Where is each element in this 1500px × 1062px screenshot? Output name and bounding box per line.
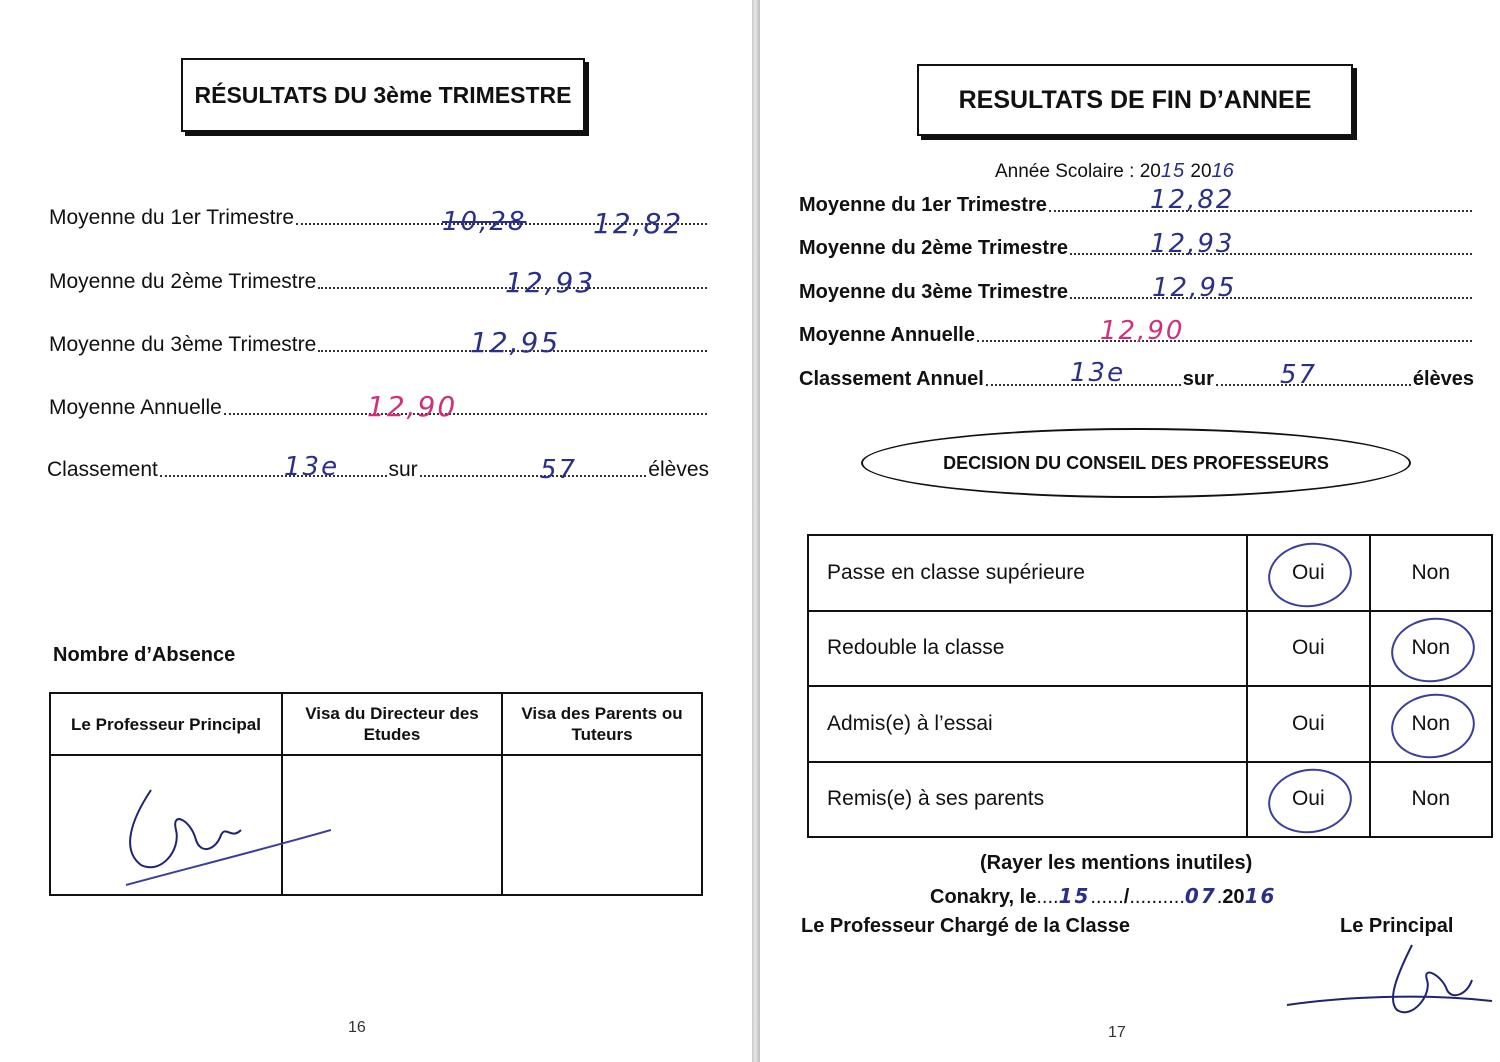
annee-label: Année Scolaire : 20 [995,161,1161,182]
sur-label: sur [388,458,418,481]
date-sep: / [1123,886,1130,908]
decision-label: Redouble la classe [808,611,1247,687]
row-label: Moyenne du 2ème Trimestre [799,237,1068,259]
header-prof-principal: Le Professeur Principal [50,693,282,755]
header-visa-parents: Visa des Parents ou Tuteurs [502,693,702,755]
conakry-label: Conakry, le [930,886,1037,908]
decision-row [808,535,1492,611]
handwritten-value: 12,82 [1150,185,1235,215]
principal-label: Le Principal [1340,915,1454,937]
row-moy-2 [49,270,709,294]
circle-mark [1387,613,1479,688]
row-label: Classement [47,458,158,481]
non-text: Non [1411,560,1451,584]
handwritten-total: 57 [1280,360,1318,390]
visa-parents-cell [502,755,702,895]
annee-y1: 15 [1160,160,1186,182]
handwritten-rank: 13e [284,452,340,482]
circle-mark [1264,764,1356,839]
decision-non [1370,686,1492,762]
decision-non [1370,535,1492,611]
signature-cell [50,755,282,895]
handwritten-value: 12,93 [1150,229,1235,259]
non-text: Non [1411,787,1451,811]
non-text: Non [1411,711,1451,735]
eleves-label: élèves [648,458,709,481]
date-year: 16 [1244,884,1277,908]
absence-title: Nombre d’Absence [53,644,236,666]
row-label: Moyenne du 2ème Trimestre [49,270,317,293]
row-r-moy-1 [799,194,1474,217]
prof-charge-label: Le Professeur Chargé de la Classe [801,915,1131,937]
row-moy-3 [49,333,709,357]
handwritten-value: 12,82 [593,207,684,240]
page-right [760,0,1500,1062]
handwritten-value: 12,95 [1152,273,1237,303]
handwritten-value: 12,90 [367,390,458,423]
row-label: Moyenne Annuelle [799,324,975,346]
sur-label: sur [1182,368,1214,390]
row-label: Moyenne du 1er Trimestre [799,194,1047,216]
circle-mark [1387,688,1479,763]
eleves-label: élèves [1412,368,1475,390]
date-day: 15 [1058,884,1091,908]
row-label: Moyenne Annuelle [49,396,222,419]
row-classement [47,458,709,482]
decision-label: Passe en classe supérieure [808,535,1247,611]
principal-signature [1282,935,1497,1025]
decision-label: Remis(e) à ses parents [808,762,1247,838]
page-number: 16 [348,1019,366,1036]
handwritten-value: 12,93 [505,266,596,299]
annee-y2: 16 [1211,160,1234,182]
handwritten-rank: 13e [1070,358,1126,388]
decision-oui [1247,535,1369,611]
title-right: RESULTATS DE FIN D’ANNEE [917,64,1353,136]
row-r-moy-2 [799,237,1474,260]
annee-mid: 20 [1190,161,1212,182]
struck-value: 10,28 [442,207,527,237]
row-r-moy-3 [799,281,1474,304]
conakry-date: Conakry, le....15....../..........07.2016 [930,884,1277,908]
signature-table [49,692,703,896]
oui-text: Oui [1291,787,1325,811]
page-number: 17 [1108,1024,1126,1041]
row-label: Moyenne du 3ème Trimestre [49,333,317,356]
decision-row [808,611,1492,687]
rayer-note: (Rayer les mentions inutiles) [980,852,1253,874]
decision-non [1370,611,1492,687]
title-left: RÉSULTATS DU 3ème TRIMESTRE [181,58,585,132]
header-visa-directeur: Visa du Directeur des Etudes [282,693,502,755]
decision-oui [1247,762,1369,838]
handwritten-value: 12,95 [470,326,561,359]
annee-scolaire [995,160,1234,183]
handwritten-value: 12,90 [1100,316,1185,346]
date-year-prefix: 20 [1222,886,1245,908]
date-month: 07 [1184,884,1217,908]
oui-text: Oui [1291,560,1325,584]
decision-table [807,534,1493,838]
signature-image [91,760,331,900]
decision-row [808,686,1492,762]
handwritten-total: 57 [540,455,578,485]
row-r-classement [799,368,1474,391]
oui-text: Oui [1291,711,1325,735]
row-label: Moyenne du 3ème Trimestre [799,281,1068,303]
book-spine [752,0,760,1062]
decision-oui [1247,611,1369,687]
decision-title: DECISION DU CONSEIL DES PROFESSEURS [861,428,1411,498]
oui-text: Oui [1291,636,1325,660]
decision-oui [1247,686,1369,762]
decision-non [1370,762,1492,838]
circle-mark [1264,537,1356,612]
decision-row [808,762,1492,838]
row-label: Moyenne du 1er Trimestre [49,206,295,229]
row-label: Classement Annuel [799,368,984,390]
decision-label: Admis(e) à l’essai [808,686,1247,762]
non-text: Non [1411,636,1451,660]
